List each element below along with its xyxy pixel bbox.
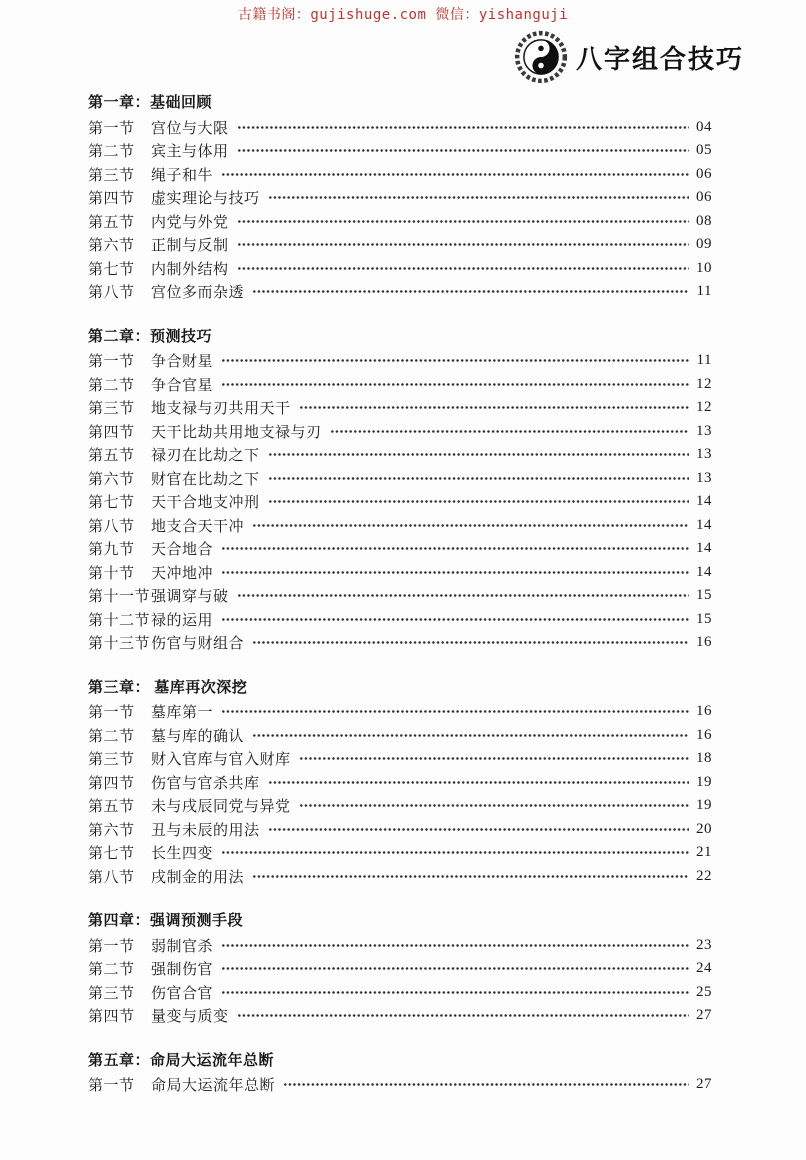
- section-title: 强制伤官: [151, 962, 214, 979]
- section-title: 天干合地支冲刑: [151, 495, 260, 512]
- table-of-contents: [88, 92, 712, 1097]
- page-number: 22: [696, 867, 712, 884]
- dot-leader: [252, 635, 689, 650]
- section-title: 天合地合: [151, 542, 214, 559]
- section-number: 第六节: [88, 238, 135, 255]
- section-title: 墓与库的确认: [151, 728, 245, 745]
- section-number: 第二节: [88, 962, 135, 979]
- section-title: 正制与反制: [151, 238, 229, 255]
- section-title: 绳子和牛: [151, 167, 214, 184]
- section-number: 第二节: [88, 144, 135, 161]
- page-number: 14: [696, 516, 712, 533]
- section-title: 弱制官杀: [151, 938, 214, 955]
- dot-leader: [237, 143, 689, 158]
- section-number: 第六节: [88, 471, 135, 488]
- toc-chapter: [88, 1050, 712, 1097]
- toc-entry: [88, 584, 712, 608]
- page-number: 13: [696, 446, 712, 463]
- section-title: 争合财星: [151, 354, 214, 371]
- page-number: 16: [696, 703, 712, 720]
- section-title: 强调穿与破: [151, 589, 229, 606]
- section-title: 内制外结构: [151, 261, 229, 278]
- toc-chapter: [88, 910, 712, 1028]
- page-number: 16: [696, 634, 712, 651]
- toc-entry: [88, 420, 712, 444]
- section-title: 财入官库与官入财库: [151, 752, 291, 769]
- section-number: 第十一节: [88, 589, 151, 606]
- page-number: 08: [696, 212, 712, 229]
- toc-entry: [88, 467, 712, 491]
- toc-entry: [88, 841, 712, 865]
- dot-leader: [237, 588, 689, 603]
- page-number: 21: [696, 844, 712, 861]
- dot-leader: [237, 237, 689, 252]
- section-number: 第七节: [88, 261, 135, 278]
- toc-entry: [88, 700, 712, 724]
- section-title: 丑与未辰的用法: [151, 822, 260, 839]
- page-number: 25: [696, 983, 712, 1000]
- page-number: 27: [696, 1007, 712, 1024]
- page-number: 15: [696, 610, 712, 627]
- page-number: 11: [696, 352, 712, 369]
- section-number: 第四节: [88, 775, 135, 792]
- dot-leader: [221, 938, 689, 953]
- dot-leader: [221, 353, 689, 368]
- dot-leader: [237, 1008, 689, 1023]
- dot-leader: [299, 798, 689, 813]
- section-number: 第八节: [88, 869, 135, 886]
- page-number: 06: [696, 165, 712, 182]
- toc-chapter: [88, 326, 712, 655]
- page-number: 09: [696, 236, 712, 253]
- section-number: 第五节: [88, 214, 135, 231]
- dot-leader: [268, 775, 689, 790]
- dot-leader: [268, 471, 689, 486]
- section-title: 争合官星: [151, 377, 214, 394]
- toc-entry: [88, 1073, 712, 1097]
- section-number: 第七节: [88, 846, 135, 863]
- section-title: 禄刃在比劫之下: [151, 448, 260, 465]
- toc-entry: [88, 514, 712, 538]
- dot-leader: [268, 494, 689, 509]
- toc-entry: [88, 373, 712, 397]
- dot-leader: [252, 518, 689, 533]
- dot-leader: [268, 822, 689, 837]
- dot-leader: [299, 400, 689, 415]
- section-title: 未与戌辰同党与异党: [151, 799, 291, 816]
- section-title: 伤官与财组合: [151, 636, 245, 653]
- dot-leader: [221, 985, 689, 1000]
- page-number: 14: [696, 540, 712, 557]
- page-number: 11: [696, 283, 712, 300]
- section-number: 第二节: [88, 728, 135, 745]
- chapter-title: 第三章： 墓库再次深挖: [88, 679, 248, 696]
- toc-entry: [88, 233, 712, 257]
- section-number: 第八节: [88, 518, 135, 535]
- section-title: 戌制金的用法: [151, 869, 245, 886]
- dot-leader: [283, 1077, 689, 1092]
- section-number: 第四节: [88, 191, 135, 208]
- section-title: 地支禄与刃共用天干: [151, 401, 291, 418]
- toc-entry: [88, 396, 712, 420]
- page-number: 05: [696, 142, 712, 159]
- dot-leader: [252, 728, 689, 743]
- toc-entry: [88, 981, 712, 1005]
- section-title: 宾主与体用: [151, 144, 229, 161]
- page-number: 06: [696, 189, 712, 206]
- section-title: 地支合天干冲: [151, 518, 245, 535]
- dot-leader: [268, 190, 689, 205]
- section-number: 第四节: [88, 424, 135, 441]
- toc-entry: [88, 257, 712, 281]
- section-number: 第十三节: [88, 636, 151, 653]
- section-number: 第三节: [88, 752, 135, 769]
- chapter-title: 第二章：预测技巧: [88, 328, 213, 345]
- chapter-title: 第一章：基础回顾: [88, 95, 213, 111]
- page-number: 20: [696, 820, 712, 837]
- page-number: 19: [696, 773, 712, 790]
- page-number: 27: [696, 1076, 712, 1093]
- section-number: 第十节: [88, 565, 135, 582]
- dot-leader: [237, 214, 689, 229]
- section-title: 宫位多而杂透: [151, 285, 245, 302]
- dot-leader: [221, 377, 689, 392]
- section-number: 第五节: [88, 448, 135, 465]
- toc-entry: [88, 280, 712, 304]
- section-number: 第五节: [88, 799, 135, 816]
- page-number: 13: [696, 422, 712, 439]
- dot-leader: [330, 424, 689, 439]
- section-title: 伤官合官: [151, 985, 214, 1002]
- section-title: 命局大运流年总断: [151, 1078, 276, 1095]
- toc-entry: [88, 865, 712, 889]
- section-title: 天干比劫共用地支禄与刃: [151, 424, 322, 441]
- page-number: 24: [696, 960, 712, 977]
- section-title: 禄的运用: [151, 612, 214, 629]
- section-title: 伤官与官杀共库: [151, 775, 260, 792]
- section-number: 第一节: [88, 705, 135, 722]
- section-number: 第二节: [88, 377, 135, 394]
- section-title: 宫位与大限: [151, 120, 229, 137]
- section-number: 第一节: [88, 120, 135, 137]
- section-number: 第一节: [88, 938, 135, 955]
- section-title: 财官在比劫之下: [151, 471, 260, 488]
- section-number: 第三节: [88, 985, 135, 1002]
- toc-entry: [88, 163, 712, 187]
- page-number: 14: [696, 563, 712, 580]
- taiji-bagua-icon: [514, 30, 568, 84]
- dot-leader: [237, 261, 689, 276]
- toc-entry: [88, 608, 712, 632]
- site-watermark: 古籍书阁：gujishuge.com 微信：yishanguji: [237, 7, 569, 23]
- page-number: 16: [696, 726, 712, 743]
- dot-leader: [268, 447, 689, 462]
- section-title: 内党与外党: [151, 214, 229, 231]
- toc-entry: [88, 1004, 712, 1028]
- chapter-title: 第五章：命局大运流年总断: [88, 1052, 275, 1069]
- dot-leader: [221, 961, 689, 976]
- page-number: 14: [696, 493, 712, 510]
- section-title: 量变与质变: [151, 1009, 229, 1026]
- page-number: 13: [696, 469, 712, 486]
- page-number: 23: [696, 936, 712, 953]
- toc-entry: [88, 490, 712, 514]
- page-number: 15: [696, 587, 712, 604]
- toc-entry: [88, 794, 712, 818]
- toc-entry: [88, 724, 712, 748]
- toc-entry: [88, 957, 712, 981]
- toc-chapter: [88, 677, 712, 889]
- section-number: 第六节: [88, 822, 135, 839]
- book-title: 八字组合技巧: [575, 44, 744, 74]
- dot-leader: [221, 704, 689, 719]
- toc-entry: [88, 186, 712, 210]
- section-number: 第八节: [88, 285, 135, 302]
- toc-entry: [88, 537, 712, 561]
- section-title: 天冲地冲: [151, 565, 214, 582]
- section-number: 第三节: [88, 401, 135, 418]
- toc-entry: [88, 818, 712, 842]
- toc-entry: [88, 631, 712, 655]
- dot-leader: [252, 869, 689, 884]
- book-brand: [514, 30, 744, 84]
- dot-leader: [299, 751, 689, 766]
- dot-leader: [221, 565, 689, 580]
- dot-leader: [252, 284, 689, 299]
- section-number: 第四节: [88, 1009, 135, 1026]
- toc-chapter: [88, 92, 712, 304]
- dot-leader: [221, 612, 689, 627]
- section-title: 长生四变: [151, 846, 214, 863]
- toc-entry: [88, 934, 712, 958]
- dot-leader: [221, 167, 689, 182]
- section-number: 第十二节: [88, 612, 151, 629]
- page-number: 19: [696, 797, 712, 814]
- toc-entry: [88, 116, 712, 140]
- chapter-title: 第四章：强调预测手段: [88, 913, 244, 929]
- toc-entry: [88, 443, 712, 467]
- section-title: 墓库第一: [151, 705, 214, 722]
- toc-entry: [88, 349, 712, 373]
- page-number: 12: [696, 399, 712, 416]
- section-number: 第七节: [88, 495, 135, 512]
- toc-entry: [88, 210, 712, 234]
- section-title: 虚实理论与技巧: [151, 191, 260, 208]
- dot-leader: [221, 541, 689, 556]
- section-number: 第一节: [88, 354, 135, 371]
- page-number: 10: [696, 259, 712, 276]
- toc-entry: [88, 561, 712, 585]
- section-number: 第九节: [88, 542, 135, 559]
- section-number: 第一节: [88, 1078, 135, 1095]
- page-number: 04: [696, 118, 712, 135]
- toc-entry: [88, 747, 712, 771]
- page-number: 12: [696, 375, 712, 392]
- dot-leader: [221, 845, 689, 860]
- toc-entry: [88, 771, 712, 795]
- page-number: 18: [696, 750, 712, 767]
- dot-leader: [237, 120, 689, 135]
- section-number: 第三节: [88, 167, 135, 184]
- toc-entry: [88, 139, 712, 163]
